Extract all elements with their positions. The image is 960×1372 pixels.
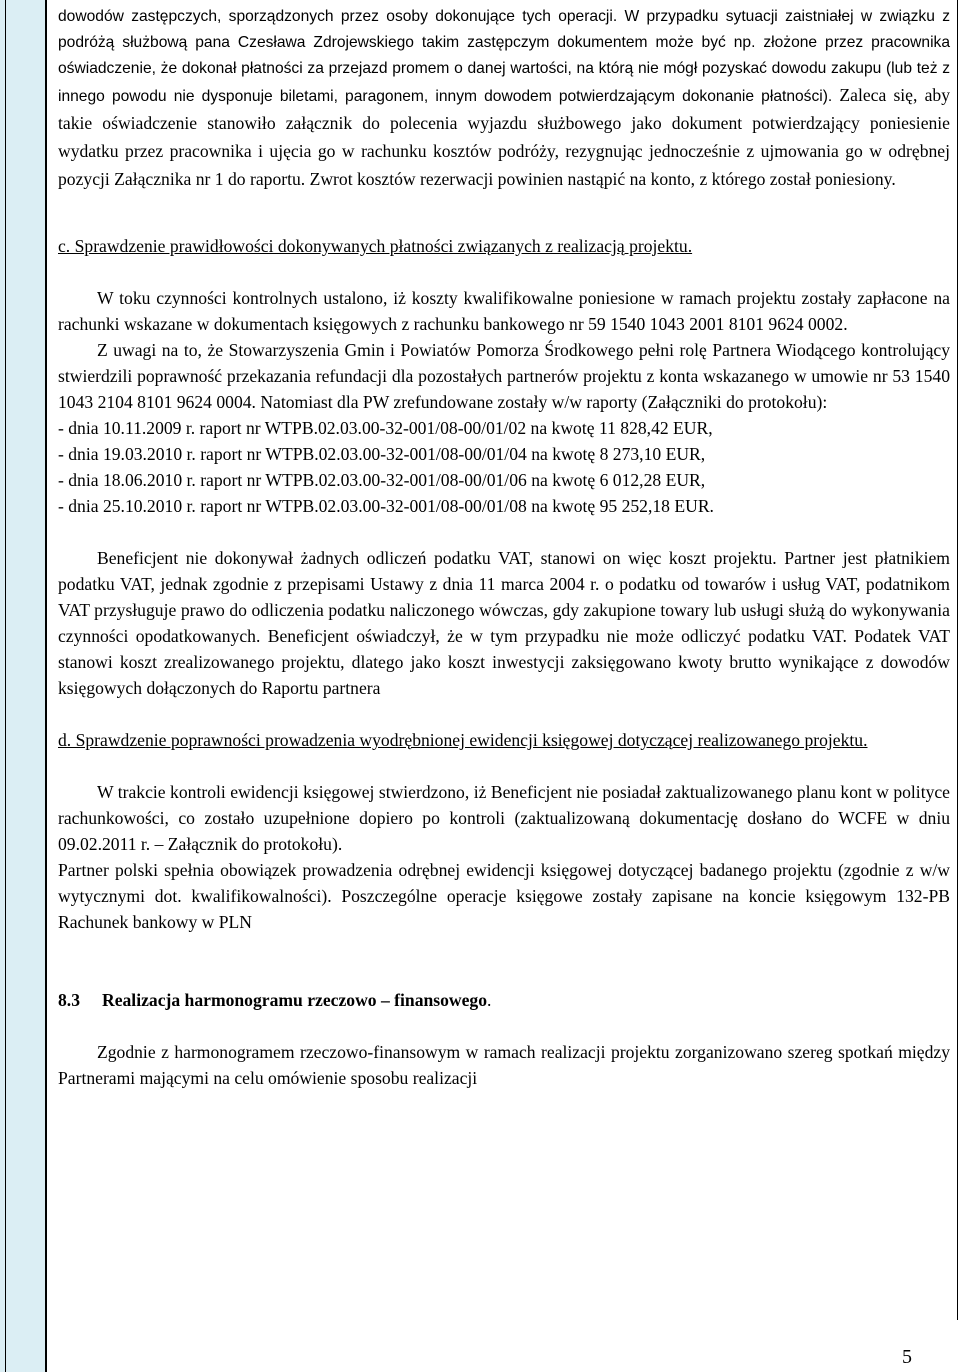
paragraph-refunds: Z uwagi na to, że Stowarzyszenia Gmin i Powiatów Pomorza Środkowego pełni rolę Partnera Wiodącego kontrolujący stwierdzili poprawność przekazania refundacji dla pozostałych partnerów projektu z konta wskazanego w umowie nr 53 1540 1043 2104 8101 9624 0004. Natomiast dla PW zrefundowane zostały w/w raporty (Załączniki do protokołu): bbox=[58, 340, 950, 412]
margin-rule bbox=[5, 0, 6, 1372]
paragraph-alternative-evidence bbox=[58, 4, 950, 194]
heading-period: . bbox=[487, 990, 492, 1010]
heading-number: 8.3 bbox=[58, 990, 80, 1010]
right-border-rule bbox=[957, 0, 958, 1320]
section-d-heading: d. Sprawdzenie poprawności prowadzenia wyodrębnionej ewidencji księgowej dotyczącej realizowanego projektu. bbox=[58, 730, 868, 750]
heading-title: Realizacja harmonogramu rzeczowo – finansowego bbox=[102, 990, 488, 1010]
reports-list bbox=[58, 415, 950, 519]
page-number: 5 bbox=[902, 1346, 912, 1368]
left-margin-bar bbox=[0, 0, 47, 1372]
section-c-heading: c. Sprawdzenie prawidłowości dokonywanych płatności związanych z realizacją projektu. bbox=[58, 236, 693, 256]
paragraph-vat: Beneficjent nie dokonywał żadnych odliczeń podatku VAT, stanowi on więc koszt projektu. Partner jest płatnikiem podatku VAT, jednak zgodnie z przepisami Ustawy z dnia 11 marca 2004 r. o podatku od towarów i usług VAT, podatnikom VAT przysługuje prawo do odliczenia podatku naliczonego wówczas, gdy zakupione towary lub usługi służą do wykonywania czynności opodatkowanych. Beneficjent oświadczył, że w tym przypadku nie może odliczyć podatku VAT. Podatek VAT stanowi koszt zrealizowanego projektu, dlatego jako koszt inwestycji zaksięgowano kwoty brutto wynikające z dowodów księgowych dołączonych do Raportu partnera bbox=[58, 548, 950, 698]
paragraph-partner-records: Partner polski spełnia obowiązek prowadzenia odrębnej ewidencji księgowej dotyczącej badanego projektu (zgodnie z w/w wytycznymi dot. kwalifikowalności). Poszczególne operacje księgowe zostały zapisane na koncie księgowym 132-PB Rachunek bankowy w PLN bbox=[58, 860, 950, 932]
report-item: - dnia 10.11.2009 r. raport nr WTPB.02.03.00-32-001/08-00/01/02 na kwotę 11 828,42 EUR, bbox=[58, 418, 713, 438]
paragraph-text: dowodów zastępczych, sporządzonych przez osoby dokonujące tych operacji. W przypadku sytuacji zaistniałej w związku z podróżą służbową pana Czesława Zdrojewskiego takim zastępczym dokumentem może być np. złożone przez pracownika oświadczenie, że dokonał płatności za przejazd promem o danej wartości, na którą nie mógł pozyskać dowodu zakupu (lub też z innego powodu nie dysponuje biletami, paragonem, innym dowodem potwierdzającym dokonanie płatności). bbox=[58, 8, 950, 105]
section-8-3-heading bbox=[58, 987, 950, 1013]
paragraph-schedule: Zgodnie z harmonogramem rzeczowo-finansowym w ramach realizacji projektu zorganizowano szereg spotkań między Partnerami mającymi na celu omówienie sposobu realizacji bbox=[58, 1042, 950, 1088]
document-body bbox=[58, 4, 950, 1091]
report-item: - dnia 18.06.2010 r. raport nr WTPB.02.03.00-32-001/08-00/01/06 na kwotę 6 012,28 EUR, bbox=[58, 470, 706, 490]
report-item: - dnia 19.03.2010 r. raport nr WTPB.02.03.00-32-001/08-00/01/04 na kwotę 8 273,10 EUR, bbox=[58, 444, 706, 464]
paragraph-accounting: W trakcie kontroli ewidencji księgowej stwierdzono, iż Beneficjent nie posiadał zaktualizowanego planu kont w polityce rachunkowości, co zostało uzupełnione dopiero po kontroli (zaktualizowaną dokumentację dosłano do WCFE w dniu 09.02.2011 r. – Załącznik do protokołu). bbox=[58, 782, 950, 854]
paragraph-payments: W toku czynności kontrolnych ustalono, iż koszty kwalifikowalne poniesione w ramach projektu zostały zapłacone na rachunki wskazane w dokumentach księgowych z rachunku bankowego nr 59 1540 1043 2001 8101 9624 0002. bbox=[58, 288, 950, 334]
paragraph-text-continued: Zaleca się, aby takie oświadczenie stanowiło załącznik do polecenia wyjazdu służbowego jako dokument potwierdzający poniesienie wydatku przez pracownika i ujęcia go w rachunku kosztów podróży, rezygnując jednocześnie z ujmowania go w odrębnej pozycji Załącznika nr 1 do raportu. Zwrot kosztów rezerwacji powinien nastąpić na konto, z którego został poniesiony. bbox=[58, 85, 950, 189]
report-item: - dnia 25.10.2010 r. raport nr WTPB.02.03.00-32-001/08-00/01/08 na kwotę 95 252,18 EUR. bbox=[58, 496, 714, 516]
